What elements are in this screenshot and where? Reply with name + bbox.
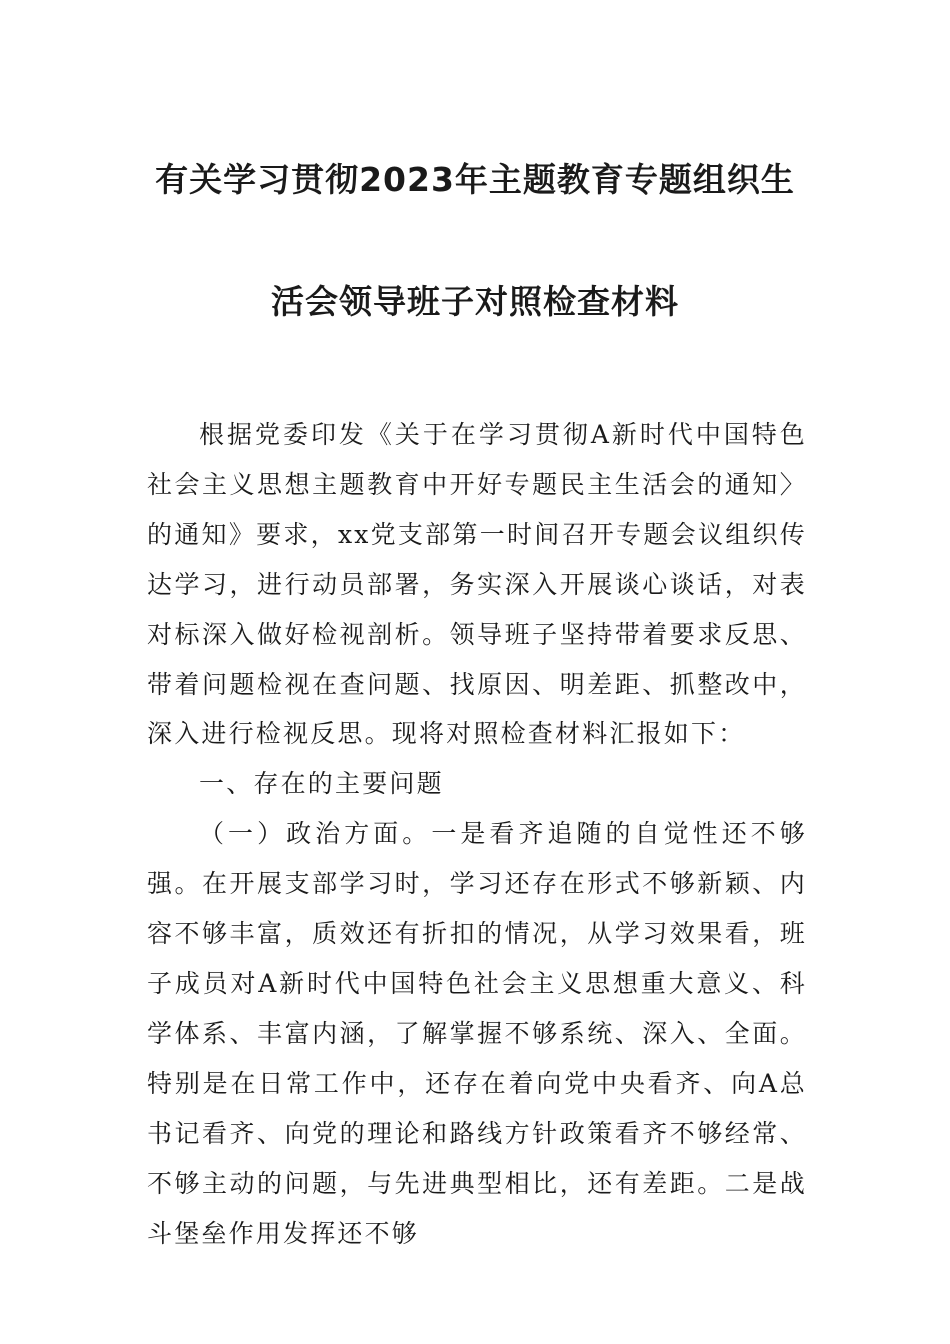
intro-paragraph: 根据党委印发《关于在学习贯彻A新时代中国特色社会主义思想主题教育中开好专题民主生活会的通知〉的通知》要求，xx党支部第一时间召开专题会议组织传达学习，进行动员部署，务实深入开展谈心谈话，对表对标深入做好检视剖析。领导班子坚持带着要求反思、带着问题检视在查问题、找原因、明差距、抓整改中，深入进行检视反思。现将对照检查材料汇报如下： bbox=[147, 420, 807, 749]
document-body bbox=[147, 410, 807, 1258]
section-heading: 一、存在的主要问题 bbox=[199, 769, 444, 799]
document-title-line-2: 活会领导班子对照检查材料 bbox=[271, 282, 679, 321]
political-aspect-paragraph: （一）政治方面。一是看齐追随的自觉性还不够强。在开展支部学习时，学习还存在形式不够新颖、内容不够丰富，质效还有折扣的情况，从学习效果看，班子成员对A新时代中国特色社会主义思想重大意义、科学体系、丰富内涵，了解掌握不够系统、深入、全面。特别是在日常工作中，还存在着向党中央看齐、向A总书记看齐、向党的理论和路线方针政策看齐不够经常、不够主动的问题，与先进典型相比，还有差距。二是战斗堡垒作用发挥还不够 bbox=[147, 819, 807, 1248]
document-title-line-1: 有关学习贯彻2023年主题教育专题组织生 bbox=[155, 160, 795, 199]
